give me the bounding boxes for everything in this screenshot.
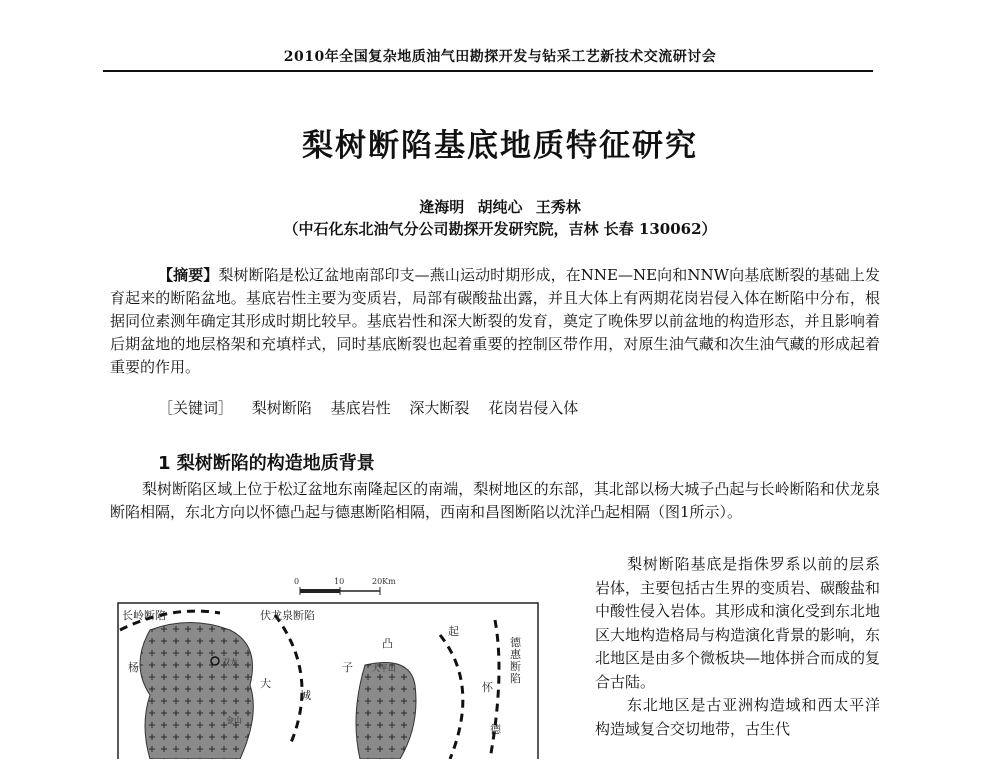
scale-label: 20Km: [372, 577, 396, 586]
map-label-de: 德: [490, 723, 501, 736]
granite-body-east: [356, 663, 416, 760]
map-label-fulongquan: 伏龙泉断陷: [260, 609, 315, 622]
geologic-map-figure: [110, 575, 570, 759]
map-label-qi: 起: [448, 625, 459, 638]
scale-bar: [300, 587, 380, 595]
right-col-paragraph-1: 梨树断陷基底是指侏罗系以前的层系岩体，主要包括古生界的变质岩、碳酸盐和中酸性侵入岩体。其形成和演化受到东北地区大地构造格局与构造演化背景的影响，东北地区是由多个微板块—地体拼合而成的复合古陆。: [595, 555, 881, 691]
section-title: 1 梨树断陷的构造地质背景: [158, 453, 375, 474]
map-label-dehui: 德惠断陷: [510, 636, 521, 685]
map-label-cheng: 城: [300, 689, 311, 702]
map-label-zi: 子: [342, 661, 353, 674]
header-rule: [103, 70, 873, 72]
boundary-line: [440, 635, 463, 759]
right-column-text: [595, 553, 880, 741]
map-label-huai: 怀: [482, 681, 493, 694]
granite-body-west: [140, 623, 253, 760]
scale-label: 10: [334, 577, 345, 586]
section-paragraph: 梨树断陷区域上位于松辽盆地东南隆起区的南端，梨树地区的东部，其北部以杨大城子凸起与长岭断陷和伏龙泉断陷相隔，东北方向以怀德凸起与德惠断陷相隔，西南和昌图断陷以沈洋凸起相隔（图1所示）。: [110, 480, 880, 521]
map-svg: [110, 575, 570, 759]
abstract-text: 梨树断陷是松辽盆地南部印支—燕山运动时期形成，在NNE—NE向和NNW向基底断裂的基础上发育起来的断陷盆地。基底岩性主要为变质岩，局部有碳酸盐出露，并且大体上有两期花岗岩侵入体在断陷中分布，根据同位素测年确定其形成时期比较早。基底岩性和深大断裂的发育，奠定了晚侏罗以前盆地的构造形态，并且影响着后期盆地的地层格架和充填样式，同时基底断裂也起着重要的控制区带作用，对原生油气藏和次生油气藏的形成起着重要的作用。: [110, 266, 880, 376]
authors: 逄海明 胡纯心 王秀林: [419, 198, 581, 216]
boundary-line: [275, 615, 302, 745]
map-label-yang: 杨: [128, 661, 139, 674]
abstract: [110, 264, 880, 379]
map-label-changling: 长岭断陷: [122, 609, 166, 622]
affiliation: （中石化东北油气分公司勘探开发研究院，吉林 长春 130062）: [283, 220, 717, 238]
map-small-label: 双龙: [222, 658, 238, 667]
conference-header: 2010年全国复杂地质油气田勘探开发与钻采工艺新技术交流研讨会: [283, 49, 717, 65]
abstract-label: 【摘要】: [158, 266, 219, 284]
right-col-paragraph-2: 东北地区是古亚洲构造域和西太平洋构造域复合交切地带，古生代: [595, 696, 880, 738]
map-label-tu: 凸: [382, 637, 393, 650]
keywords-label: ［关键词］: [158, 399, 234, 417]
keyword: 梨树断陷: [251, 399, 312, 417]
keyword: 深大断裂: [409, 399, 470, 417]
keywords: [158, 397, 878, 418]
keyword: 花岗岩侵入体: [488, 399, 579, 417]
keyword: 基底岩性: [330, 399, 391, 417]
paper-title: 梨树断陷基底地质特征研究: [302, 128, 698, 164]
map-label-da: 大: [260, 677, 271, 690]
scale-label: 0: [294, 577, 300, 586]
map-small-label: 大平山: [372, 664, 396, 673]
map-small-label: 金山: [226, 716, 242, 725]
